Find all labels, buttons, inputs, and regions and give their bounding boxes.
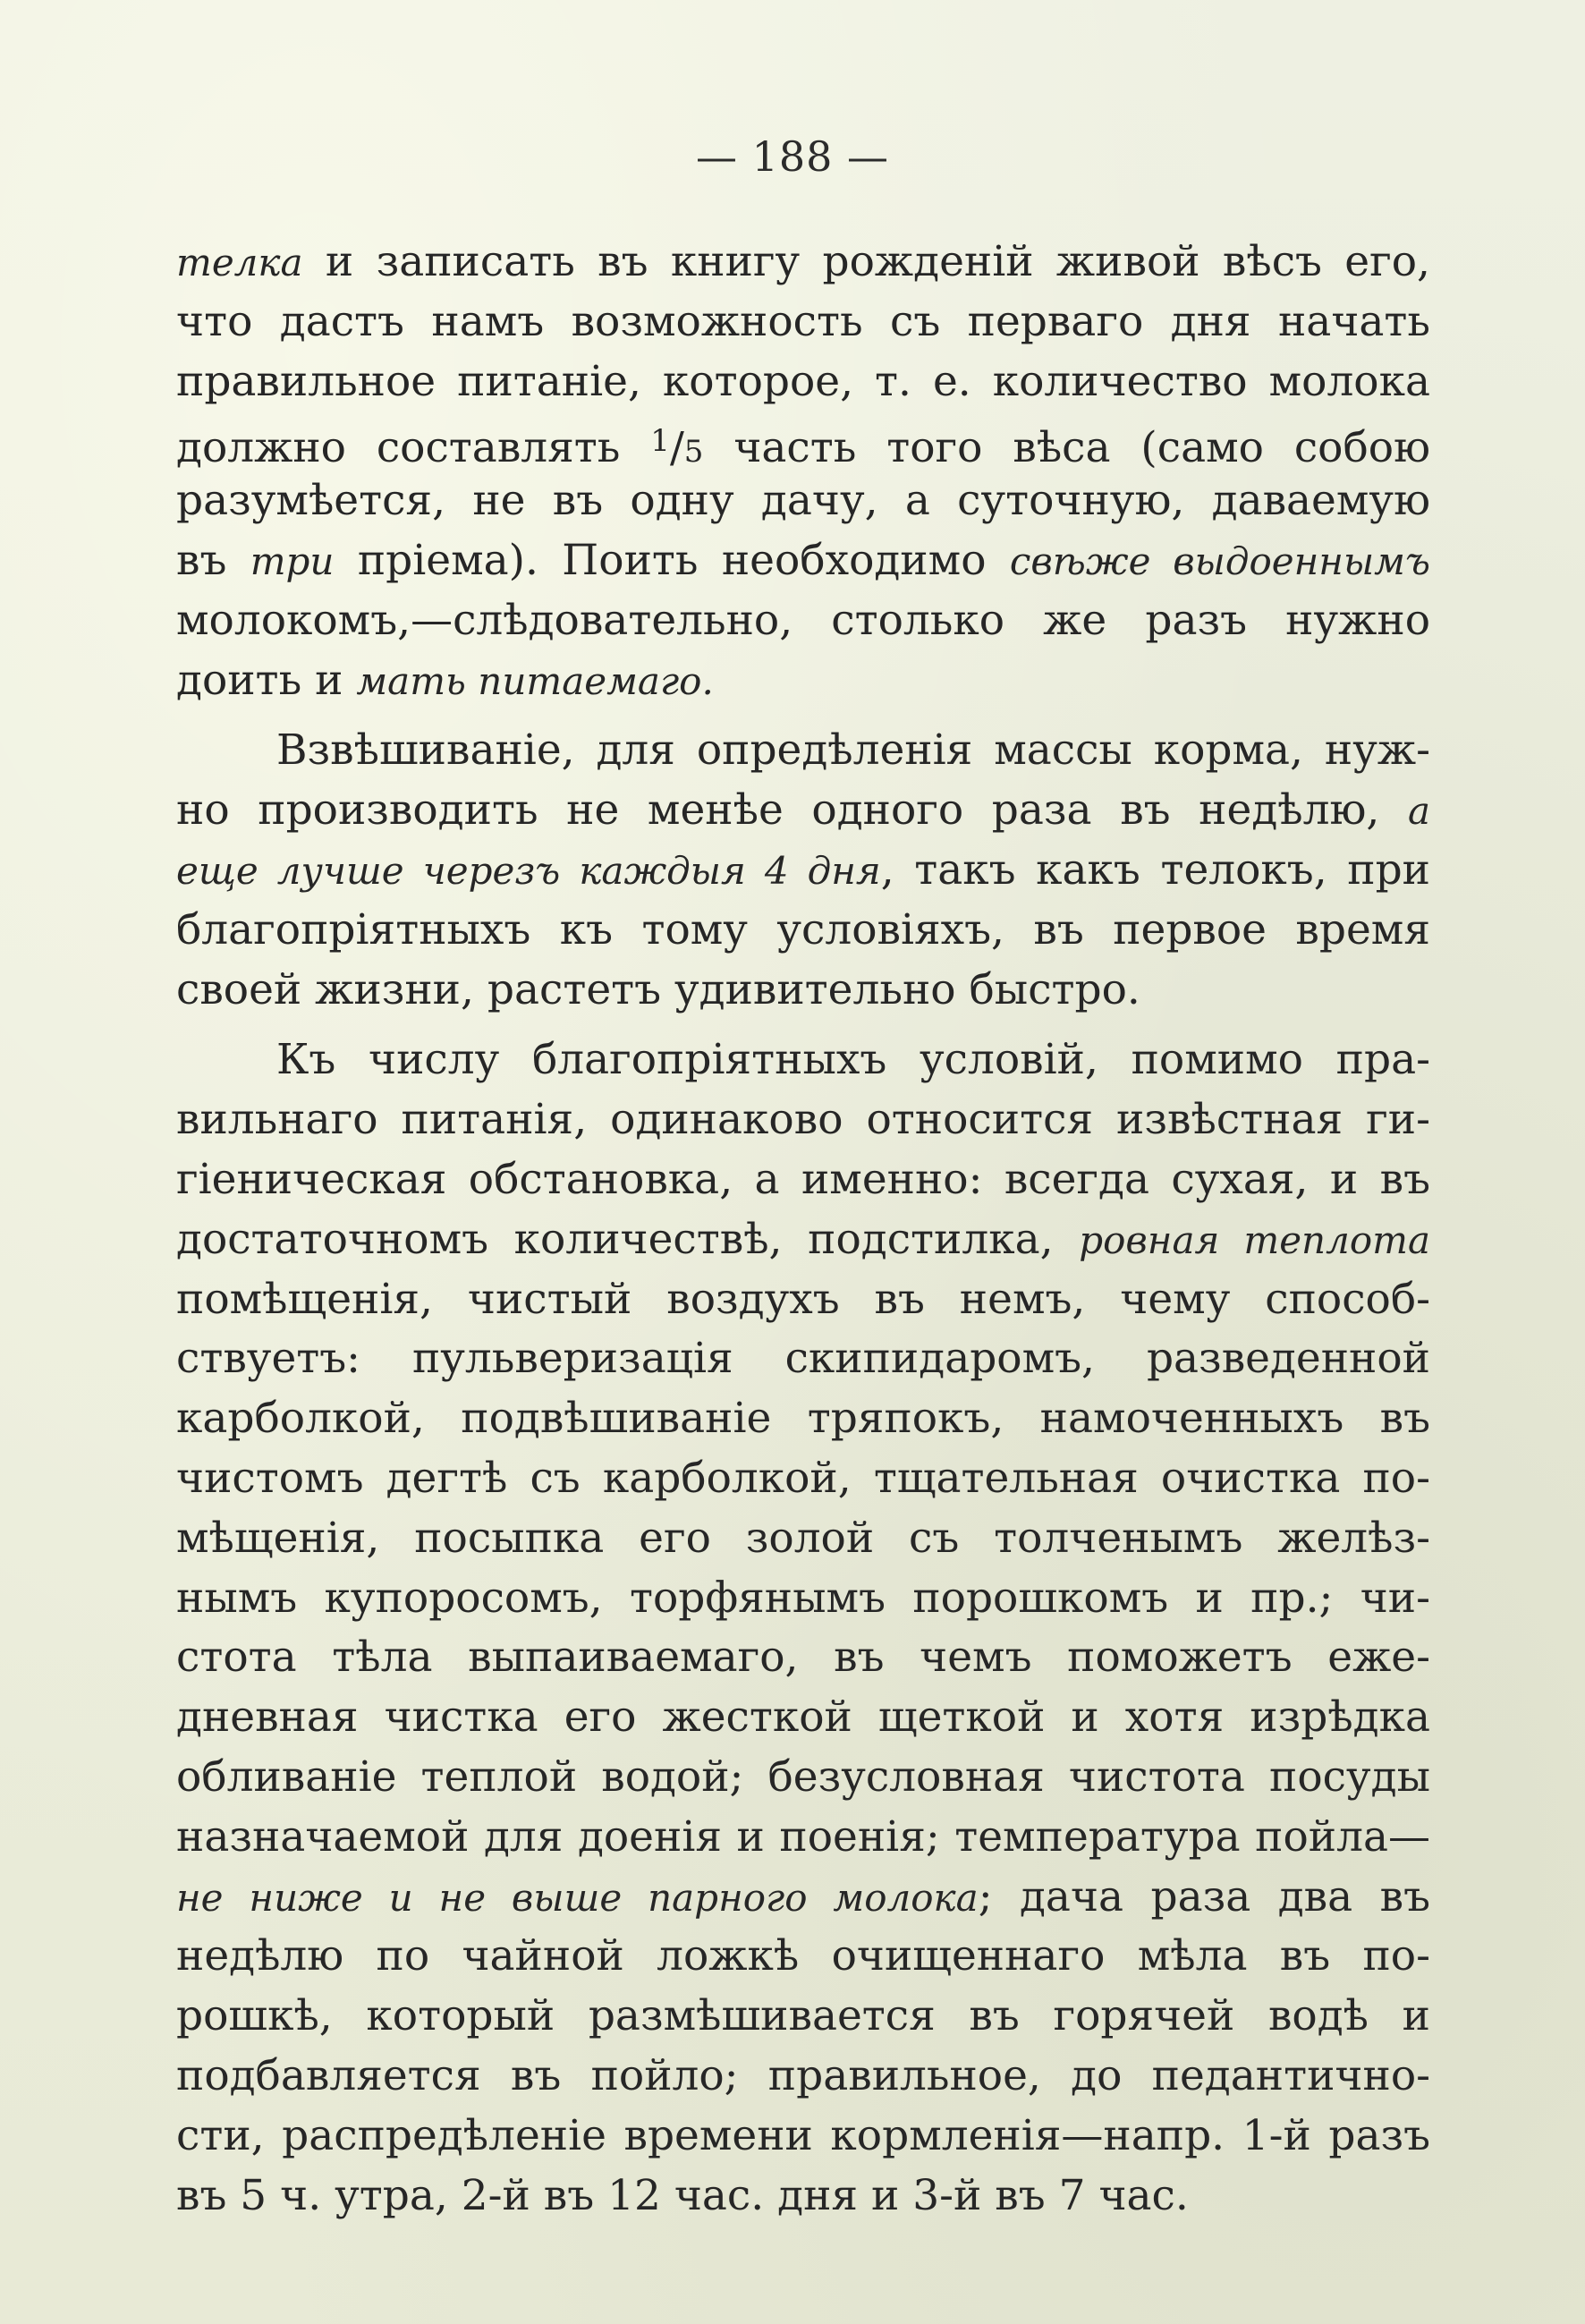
text-run: недѣлю по чайной ложкѣ очищеннаго мѣла въ по-	[176, 1931, 1430, 1981]
italic-emphasis: ровная теплота	[1079, 1217, 1430, 1262]
text-run: часть того вѣса (само собою	[703, 423, 1430, 472]
text-run: чистомъ дегтѣ съ карболкой, тщательная очистка по-	[176, 1453, 1430, 1503]
text-line	[176, 781, 1430, 841]
italic-emphasis: свѣже выдоеннымъ	[1009, 539, 1430, 583]
text-line	[176, 1389, 1430, 1449]
paragraph	[176, 233, 1430, 710]
text-run: назначаемой для доенія и поенія; температура пойла—	[176, 1811, 1430, 1862]
paragraph-gap	[176, 1020, 1430, 1031]
text-run: достаточномъ количествѣ, подстилка,	[176, 1214, 1080, 1264]
text-run: въ	[176, 535, 250, 585]
text-run: благопріятныхъ къ тому условіяхъ, въ первое время	[176, 904, 1430, 954]
text-line	[176, 1688, 1430, 1748]
text-line	[176, 233, 1430, 293]
text-line	[176, 1150, 1430, 1210]
text-run: стота тѣла выпаиваемаго, въ чемъ поможетъ еже-	[176, 1633, 1430, 1683]
text-line	[176, 293, 1430, 352]
text-run: нымъ купоросомъ, торфянымъ порошкомъ и пр.; чи-	[176, 1573, 1430, 1623]
text-run: , такъ какъ телокъ, при	[880, 844, 1430, 895]
paragraph	[176, 1031, 1430, 2226]
text-run: карболкой, подвѣшиваніе тряпокъ, намоченныхъ въ	[176, 1394, 1430, 1444]
text-run: рошкѣ, который размѣшивается въ горячей водѣ и	[176, 1991, 1430, 2041]
text-line	[176, 651, 1430, 711]
italic-emphasis: не ниже и не выше парного молока	[176, 1875, 979, 1920]
text-run: своей жизни, растетъ удивительно быстро.	[176, 964, 1140, 1014]
text-line	[176, 1210, 1430, 1270]
text-line	[176, 901, 1430, 961]
text-run: правильное питаніе, которое, т. е. количество молока	[176, 356, 1430, 406]
text-run: разумѣется, не въ одну дачу, а суточную, даваемую	[176, 476, 1430, 526]
fraction-numerator: 1	[650, 423, 670, 460]
text-run: подбавляется въ пойло; правильное, до педантично-	[176, 2050, 1430, 2100]
text-line	[176, 591, 1430, 651]
text-run: ; дача раза два въ	[978, 1871, 1430, 1921]
text-line	[176, 1808, 1430, 1868]
paragraph-gap	[176, 710, 1430, 721]
paragraph	[176, 721, 1430, 1020]
text-run: Къ числу благопріятныхъ условій, помимо пра-	[276, 1035, 1430, 1085]
text-line	[176, 1748, 1430, 1808]
text-run: сти, распредѣленіе времени кормленія—напр. 1-й разъ	[176, 2110, 1430, 2160]
text-line	[176, 721, 1430, 781]
text-run: но производить не менѣе одного раза въ недѣлю,	[176, 785, 1408, 835]
body-text	[176, 233, 1430, 2226]
italic-emphasis: а	[1407, 789, 1430, 834]
text-line	[176, 471, 1430, 531]
italic-emphasis: мать питаемаго.	[356, 658, 714, 703]
text-line	[176, 352, 1430, 412]
text-run: пріема). Поить необходимо	[334, 535, 1010, 585]
text-run: и записать въ книгу рожденій живой вѣсъ его,	[302, 237, 1430, 286]
text-run: что дастъ намъ возможность съ перваго дня начать	[176, 296, 1430, 346]
text-line	[176, 1927, 1430, 1987]
text-line	[176, 531, 1430, 591]
text-line	[176, 1509, 1430, 1569]
text-run: должно составлять	[176, 423, 651, 472]
text-line	[176, 961, 1430, 1021]
text-run: въ 5 ч. утра, 2-й въ 12 час. дня и 3-й въ 7 час.	[176, 2170, 1189, 2220]
text-line	[176, 1329, 1430, 1389]
text-line	[176, 1868, 1430, 1928]
text-line	[176, 1090, 1430, 1150]
italic-emphasis: телка	[176, 241, 303, 284]
text-line	[176, 1569, 1430, 1629]
text-line	[176, 1628, 1430, 1688]
text-line	[176, 2107, 1430, 2167]
italic-emphasis: еще лучше черезъ каждыя 4 дня	[176, 848, 881, 893]
text-run: гіеническая обстановка, а именно: всегда сухая, и въ	[176, 1154, 1430, 1204]
italic-emphasis: три	[250, 539, 335, 583]
text-line	[176, 2167, 1430, 2226]
text-run: Взвѣшиваніе, для опредѣленія массы корма, нуж-	[276, 725, 1430, 776]
text-run: /	[669, 423, 684, 472]
text-line	[176, 2047, 1430, 2107]
fraction-denominator: 5	[683, 434, 704, 471]
text-line	[176, 1987, 1430, 2047]
text-run: доить и	[176, 655, 357, 705]
text-run: вильнаго питанія, одинаково относится извѣстная ги-	[176, 1095, 1430, 1145]
text-line	[176, 1270, 1430, 1330]
text-run: ствуетъ: пульверизація скипидаромъ, разведенной	[176, 1334, 1430, 1384]
text-line	[176, 1449, 1430, 1509]
page-number: — 188 —	[695, 132, 890, 181]
text-line	[176, 1031, 1430, 1090]
text-line	[176, 411, 1430, 471]
text-line	[176, 841, 1430, 901]
text-run: помѣщенія, чистый воздухъ въ немъ, чему способ-	[176, 1274, 1430, 1324]
text-run: обливаніе теплой водой; безусловная чистота посуды	[176, 1751, 1430, 1802]
text-run: мѣщенія, посыпка его золой съ толченымъ желѣз-	[176, 1513, 1430, 1563]
text-run: дневная чистка его жесткой щеткой и хотя изрѣдка	[176, 1692, 1430, 1743]
text-run: молокомъ,—слѣдовательно, столько же разъ нужно	[176, 595, 1430, 645]
